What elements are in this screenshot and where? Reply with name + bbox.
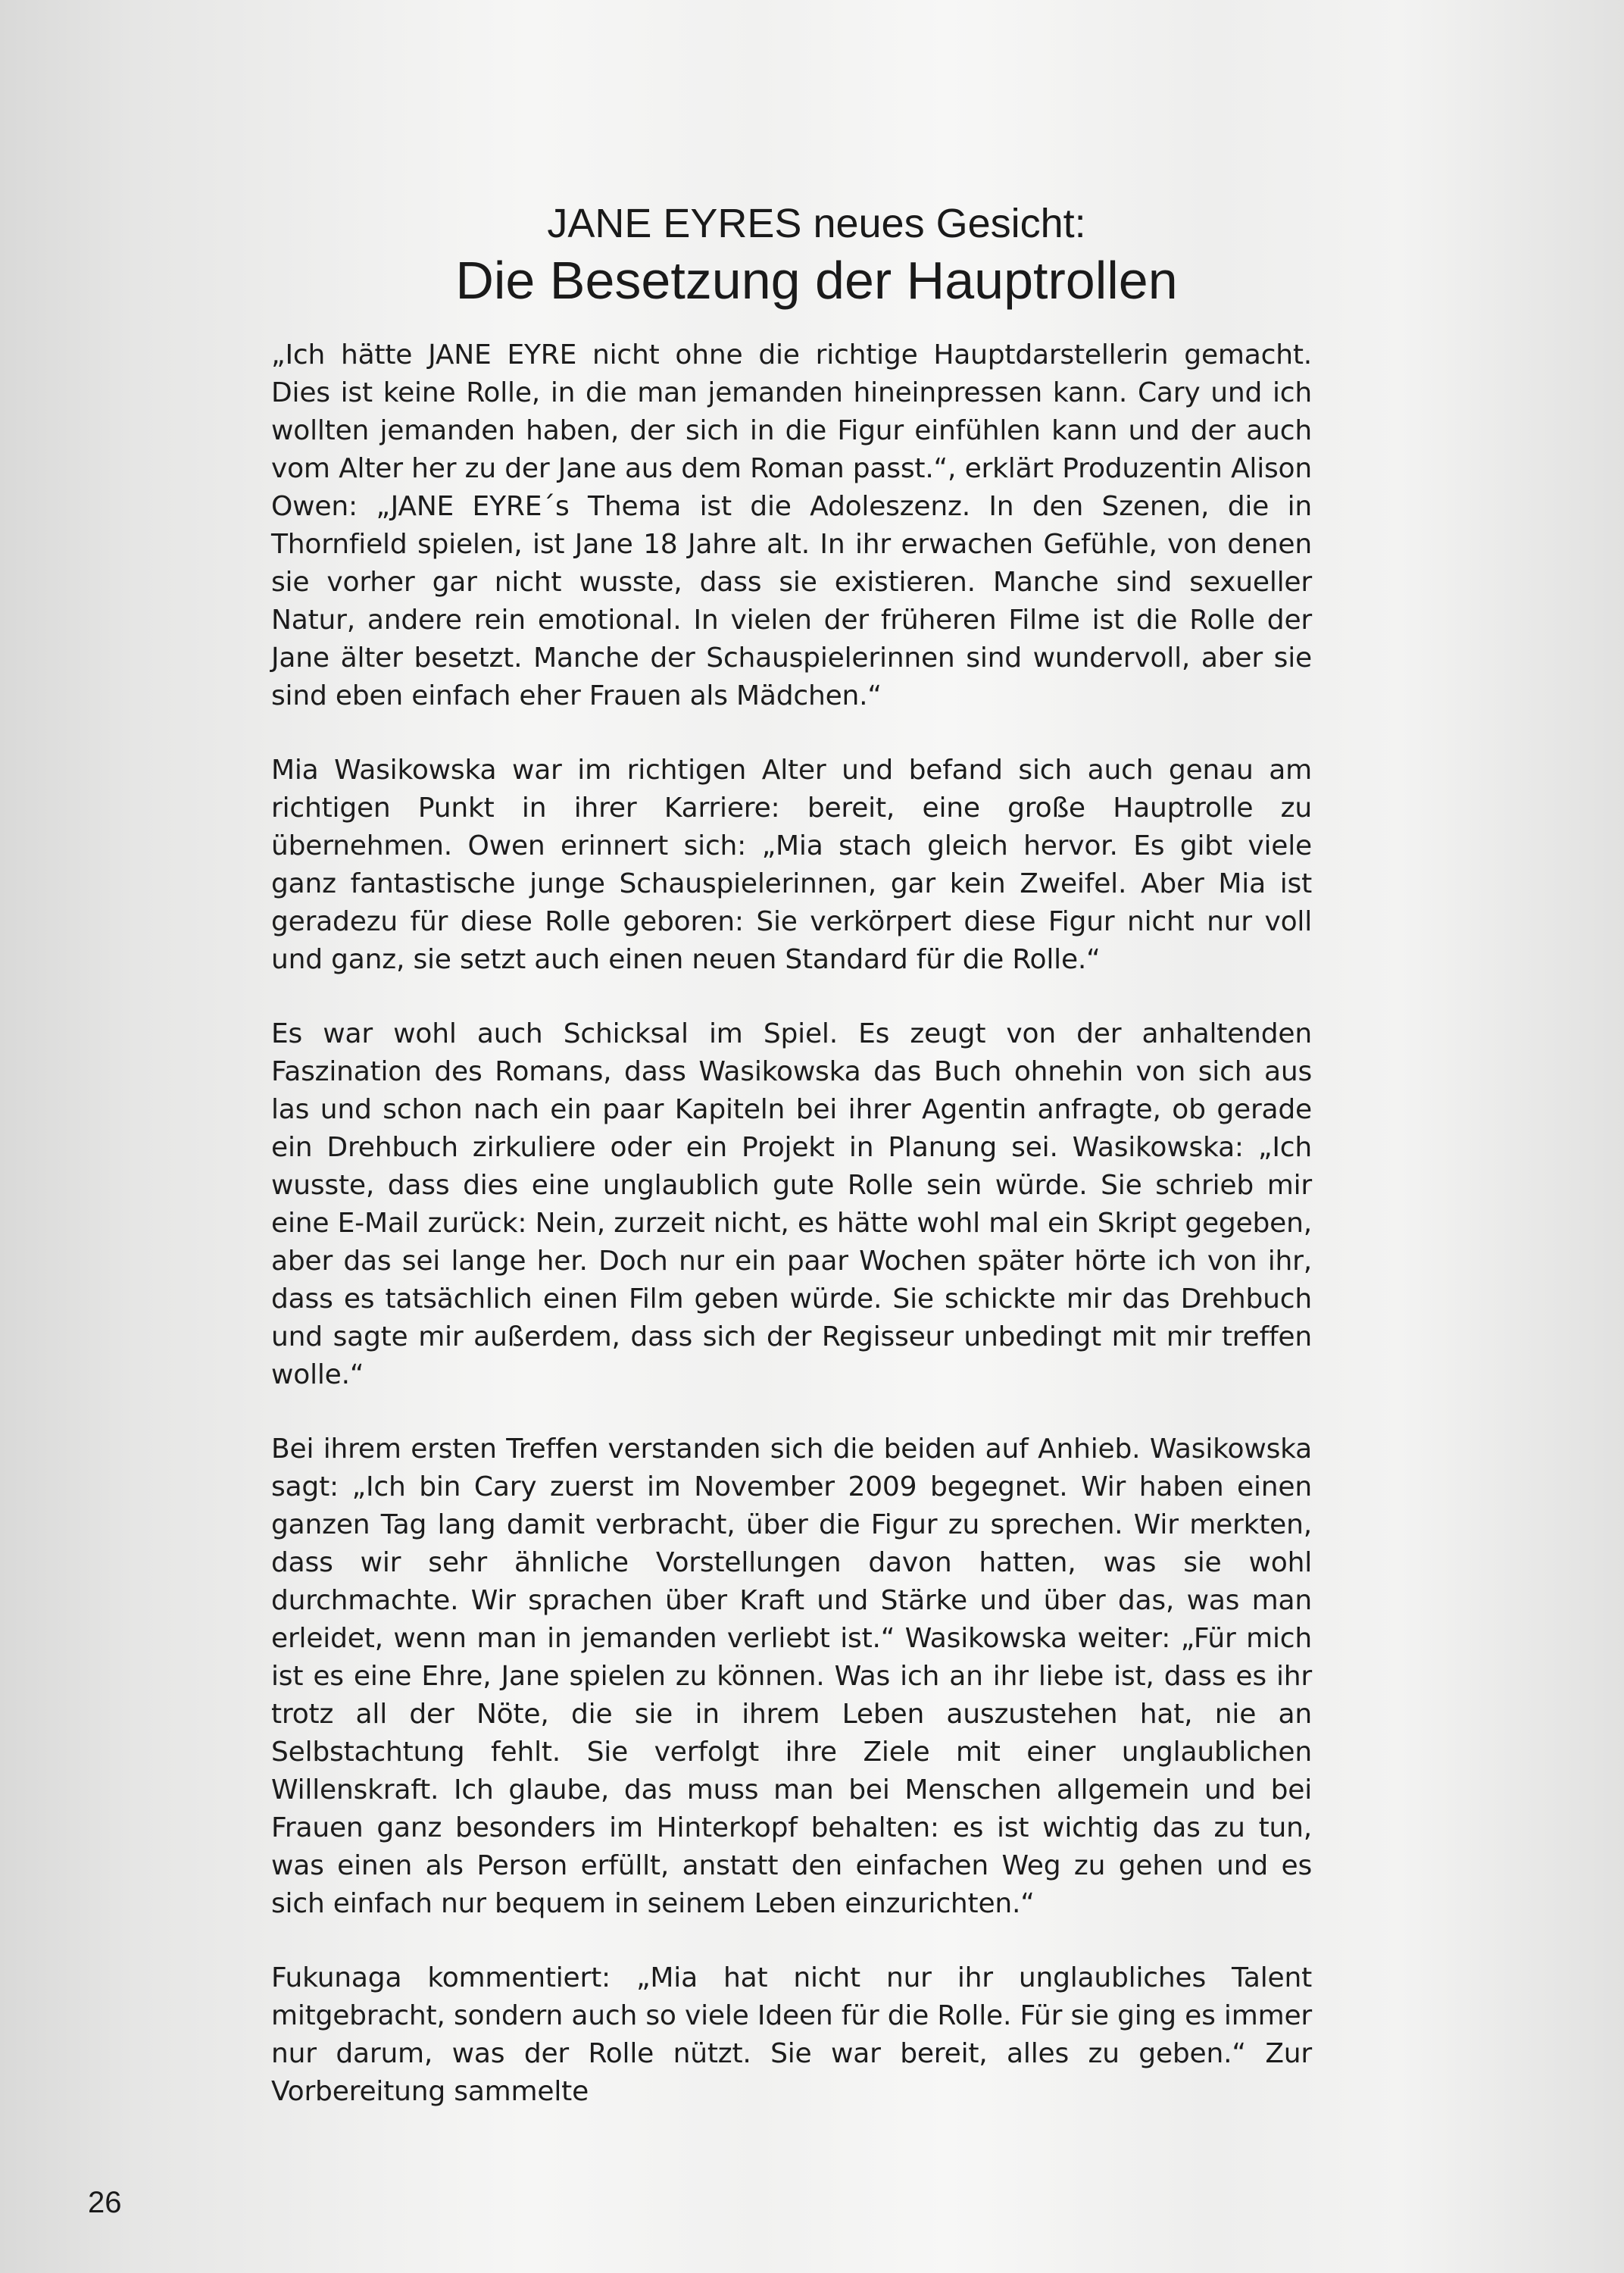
paragraph-2: Mia Wasikowska war im richtigen Alter und befand sich auch genau am richtigen Punkt in ihrer Karriere: bereit, eine große Hauptrolle zu übernehmen. Owen erinnert sich: „Mia stach gleich hervor. Es gibt viele ganz fantastische junge Schauspielerinnen, gar kein Zweifel. Aber Mia ist geradezu für diese Rolle geboren: Sie verkörpert diese Figur nicht nur voll und ganz, sie setzt auch einen neuen Standard für die Rolle.“ — [271, 755, 1312, 975]
article-overline: JANE EYRES neues Gesicht: — [547, 201, 1086, 246]
article-body — [271, 336, 1312, 2147]
article-title: Die Besetzung der Hauptrollen — [455, 251, 1178, 310]
paragraph-1: „Ich hätte JANE EYRE nicht ohne die richtige Hauptdarstellerin gemacht. Dies ist keine Rolle, in die man jemanden hineinpressen kann. Cary und ich wollten jemanden haben, der sich in die Figur einfühlen kann und der auch vom Alter her zu der Jane aus dem Roman passt.“, erklärt Produzentin Alison Owen: „JANE EYRE´s Thema ist die Adoleszenz. In den Szenen, die in Thornfield spielen, ist Jane 18 Jahre alt. In ihr erwachen Gefühle, von denen sie vorher gar nicht wusste, dass sie existieren. Manche sind sexueller Natur, andere rein emotional. In vielen der früheren Filme ist die Rolle der Jane älter besetzt. Manche der Schauspielerinnen sind wundervoll, aber sie sind eben einfach eher Frauen als Mädchen.“ — [271, 339, 1312, 711]
article-heading — [0, 199, 1624, 312]
paragraph-4: Bei ihrem ersten Treffen verstanden sich die beiden auf Anhieb. Wasikowska sagt: „Ich bin Cary zuerst im November 2009 begegnet. Wir haben einen ganzen Tag lang damit verbracht, über die Figur zu sprechen. Wir merkten, dass wir sehr ähnliche Vorstellungen davon hatten, was sie wohl durchmachte. Wir sprachen über Kraft und Stärke und über das, was man erleidet, wenn man in jemanden verliebt ist.“ Wasikowska weiter: „Für mich ist es eine Ehre, Jane spielen zu können. Was ich an ihr liebe ist, dass es ihr trotz all der Nöte, die sie in ihrem Leben auszustehen hat, nie an Selbstachtung fehlt. Sie verfolgt ihre Ziele mit einer unglaublichen Willenskraft. Ich glaube, das muss man bei Menschen allgemein und bei Frauen ganz besonders im Hinterkopf behalten: es ist wichtig das zu tun, was einen als Person erfüllt, anstatt den einfachen Weg zu gehen und es sich einfach nur bequem in seinem Leben einzurichten.“ — [271, 1434, 1312, 1919]
paragraph-3: Es war wohl auch Schicksal im Spiel. Es zeugt von der anhaltenden Faszination des Romans, dass Wasikowska das Buch ohnehin von sich aus las und schon nach ein paar Kapiteln bei ihrer Agentin anfragte, ob gerade ein Drehbuch zirkuliere oder ein Projekt in Planung sei. Wasikowska: „Ich wusste, dass dies eine unglaublich gute Rolle sein würde. Sie schrieb mir eine E-Mail zurück: Nein, zurzeit nicht, es hätte wohl mal ein Skript gegeben, aber das sei lange her. Doch nur ein paar Wochen später hörte ich von ihr, dass es tatsächlich einen Film geben würde. Sie schickte mir das Drehbuch und sagte mir außerdem, dass sich der Regisseur unbedingt mit mir treffen wolle.“ — [271, 1018, 1312, 1390]
paragraph-5: Fukunaga kommentiert: „Mia hat nicht nur ihr unglaubliches Talent mitgebracht, sondern auch so viele Ideen für die Rolle. Für sie ging es immer nur darum, was der Rolle nützt. Sie war bereit, alles zu geben.“ Zur Vorbereitung sammelte — [271, 1962, 1312, 2107]
page-number: 26 — [88, 2186, 122, 2219]
